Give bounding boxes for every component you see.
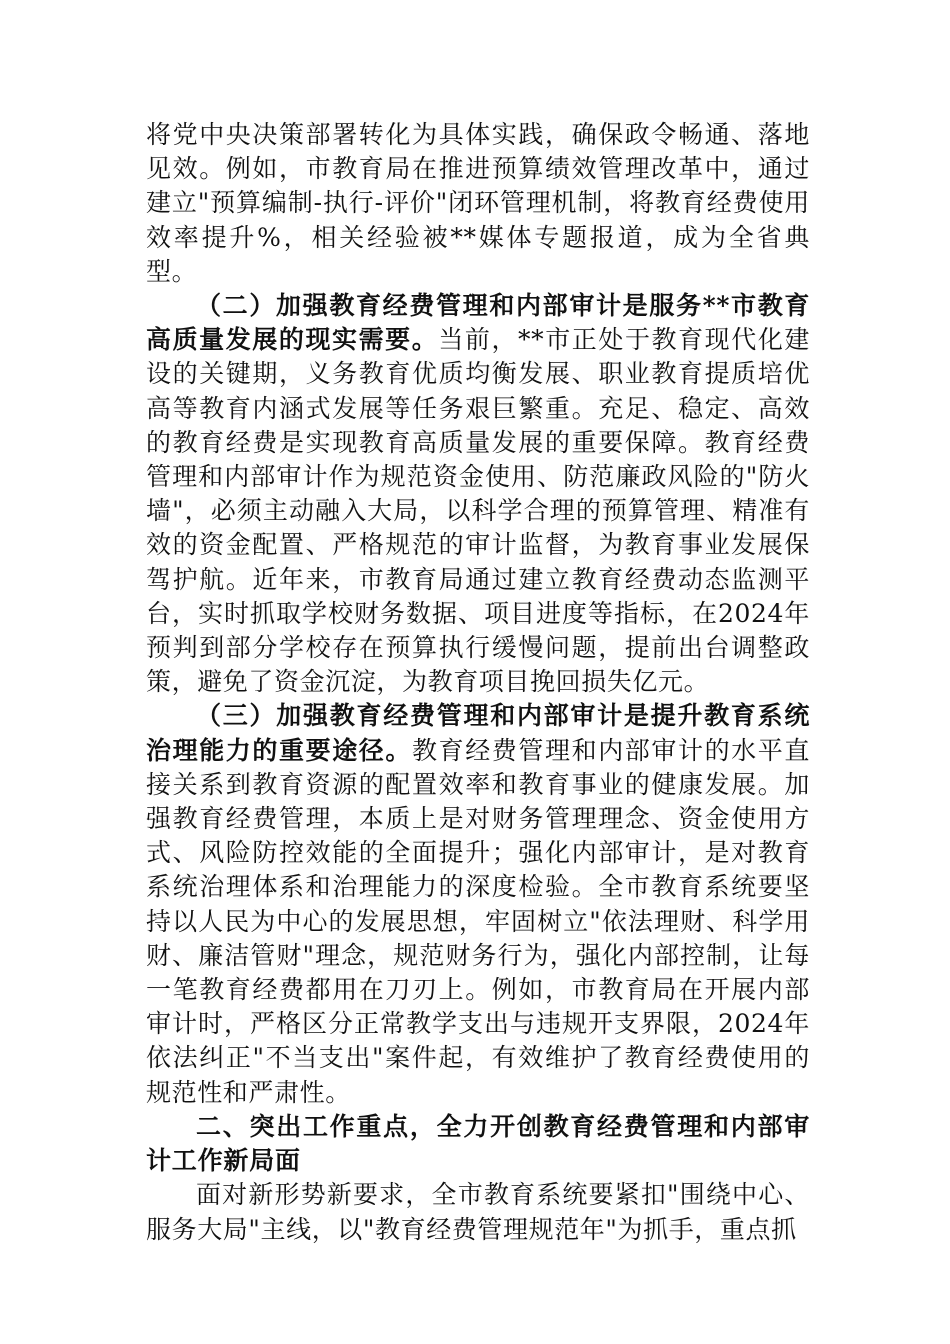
paragraph-2 bbox=[146, 289, 810, 699]
paragraph-1-text: 将党中央决策部署转化为具体实践，确保政令畅通、落地见效。例如，市教育局在推进预算绩效管理改革中，通过建立"预算编制-执行-评价"闭环管理机制，将教育经费使用效率提升%，相关经验被**媒体专题报道，成为全省典型。 bbox=[146, 120, 810, 286]
section-heading-2: 二、突出工作重点，全力开创教育经费管理和内部审计工作新局面 bbox=[146, 1111, 810, 1176]
paragraph-3-text: 教育经费管理和内部审计的水平直接关系到教育资源的配置效率和教育事业的健康发展。加强教育经费管理，本质上是对财务管理理念、资金使用方式、风险防控效能的全面提升；强化内部审计，是对教育系统治理体系和治理能力的深度检验。全市教育系统要坚持以人民为中心的发展思想，牢固树立"依法理财、科学用财、廉洁管财"理念，规范财务行为，强化内部控制，让每一笔教育经费都用在刀刃上。例如，市教育局在开展内部审计时，严格区分正常教学支出与违规开支界限，2024年依法纠正"不当支出"案件起，有效维护了教育经费使用的规范性和严肃性。 bbox=[146, 735, 810, 1107]
paragraph-1 bbox=[146, 118, 810, 289]
paragraph-3-lead: （三）加强教育经费管理和内部审计是提升教育系统治理能力的重要途径。 bbox=[146, 701, 810, 765]
paragraph-4-text: 面对新形势新要求，全市教育系统要紧扣"围绕中心、服务大局"主线，以"教育经费管理规范年"为抓手，重点抓 bbox=[146, 1180, 810, 1244]
paragraph-2-text: 当前，**市正处于教育现代化建设的关键期，义务教育优质均衡发展、职业教育提质培优高等教育内涵式发展等任务艰巨繁重。充足、稳定、高效的教育经费是实现教育高质量发展的重要保障。教育经费管理和内部审计作为规范资金使用、防范廉政风险的"防火墙"，必须主动融入大局，以科学合理的预算管理、精准有效的资金配置、严格规范的审计监督，为教育事业发展保驾护航。近年来，市教育局通过建立教育经费动态监测平台，实时抓取学校财务数据、项目进度等指标，在2024年预判到部分学校存在预算执行缓慢问题，提前出台调整政策，避免了资金沉淀，为教育项目挽回损失亿元。 bbox=[146, 325, 810, 697]
paragraph-2-lead: （二）加强教育经费管理和内部审计是服务**市教育高质量发展的现实需要。 bbox=[146, 291, 810, 355]
paragraph-4 bbox=[146, 1178, 810, 1246]
paragraph-3 bbox=[146, 699, 810, 1109]
document-page bbox=[146, 118, 810, 1247]
